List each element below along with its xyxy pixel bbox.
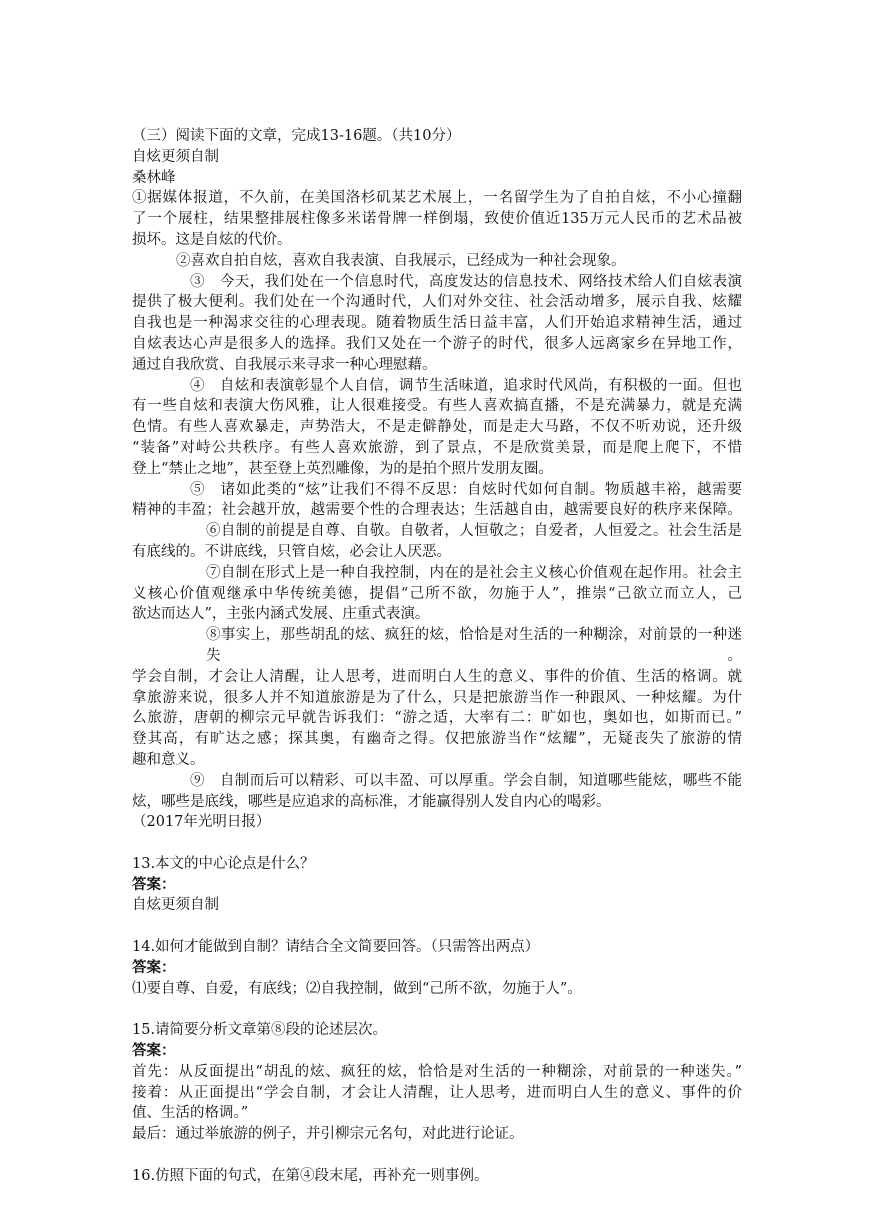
- paragraph-3: [132, 272, 742, 376]
- spacer: [132, 999, 742, 1020]
- section-header: （三）阅读下面的文章，完成13-16题。（共10分）: [132, 128, 461, 144]
- answer-text: 接着：从正面提出“学会自制，才会让人清醒，让人思考，进而明白人生的意义、事件的价: [132, 1084, 742, 1101]
- text-line: 拿旅游来说，很多人并不知道旅游是为了什么，只是把旅游当作一种跟风、一种炫耀。为什: [132, 689, 742, 706]
- spacer: [132, 833, 742, 854]
- text-line: 欲达而达人”，主张内涵式发展、庄重式表演。: [132, 606, 430, 623]
- question-text: 16.仿照下面的句式，在第④段末尾，再补充一则事例。: [132, 1167, 489, 1184]
- question-16: [132, 1166, 742, 1187]
- text-line: 义核心价值观继承中华传统美德，提倡“己所不欲，勿施于人”，推崇“己欲立而立人，己: [132, 585, 742, 602]
- paragraph-7: [132, 563, 742, 625]
- question-14: [132, 937, 742, 999]
- text-line: 了一个展柱，结果整排展柱像多米诺骨牌一样倒塌，致使价值近135万元人民币的艺术品被: [132, 211, 742, 228]
- text-line: ②喜欢自拍自炫，喜欢自我表演、自我展示，已经成为一种社会现象。: [176, 252, 626, 269]
- text-line: ①据媒体报道，不久前，在美国洛杉矶某艺术展上，一名留学生为了自拍自炫，不小心撞翻: [132, 190, 742, 207]
- answer-text: 最后：通过举旅游的例子，并引柳宗元名句，对此进行论证。: [132, 1126, 524, 1143]
- text-line: 趣和意义。: [132, 751, 205, 768]
- text-line: 自我也是一种渴求交往的心理表现。随着物质生活日益丰富，人们开始追求精神生活，通过: [132, 315, 742, 332]
- document-page: [132, 126, 742, 1187]
- text-line: ⑦自制在形式上是一种自我控制，内在的是社会主义核心价值观在起作用。社会主: [206, 564, 742, 581]
- text-line: 登上“禁止之地”，甚至登上英烈雕像，为的是拍个照片发朋友圈。: [132, 460, 553, 477]
- answer-label: 答案：: [132, 958, 176, 976]
- question-text: 13.本文的中心论点是什么？: [132, 855, 315, 872]
- article-title: 自炫更须自制: [132, 148, 219, 165]
- text-line: ⑨ 自制而后可以精彩、可以丰盈、可以厚重。学会自制，知道哪些能炫，哪些不能: [190, 772, 742, 789]
- paragraph-2: [132, 251, 742, 272]
- answer-text: ⑴要自尊、自爱，有底线；⑵自我控制，做到“己所不欲，勿施于人”。: [132, 980, 582, 997]
- text-line: 学会自制，才会让人清醒，让人思考，进而明白人生的意义、事件的价值、生活的格调。就: [132, 668, 742, 685]
- text-line: “装备”对峙公共秩序。有些人喜欢旅游，到了景点，不是欣赏美景，而是爬上爬下，不惜: [132, 439, 742, 456]
- paragraph-8: [132, 625, 742, 771]
- text-line: 精神的丰盈；社会越开放，越需要个性的合理表达；生活越自由，越需要良好的秩序来保障。: [132, 502, 742, 519]
- question-text: 15.请简要分析文章第⑧段的论述层次。: [132, 1022, 388, 1039]
- text-line: ⑤ 诸如此类的“炫”让我们不得不反思：自炫时代如何自制。物质越丰裕，越需要: [190, 481, 742, 498]
- text-line: 通过自我欣赏、自我展示来寻求一种心理慰藉。: [132, 356, 437, 373]
- question-13: [132, 854, 742, 916]
- answer-label: 答案：: [132, 1042, 176, 1060]
- text-line: 色情。有些人喜欢暴走，声势浩大，不是走僻静处，而是走大马路，不仅不听劝说，还升级: [132, 419, 742, 436]
- text-line: ⑥自制的前提是自尊、自敬。自敬者，人恒敬之；自爱者，人恒爱之。社会生活是: [206, 523, 742, 540]
- text-line: 炫，哪些是底线，哪些是应追求的高标准，才能赢得别人发自内心的喝彩。: [132, 793, 611, 810]
- paragraph-5: [132, 480, 742, 522]
- answer-text: 自炫更须自制: [132, 897, 219, 914]
- paragraph-4: [132, 376, 742, 480]
- text-line: 有底线的。不讲底线，只管自炫，必会让人厌恶。: [132, 543, 451, 560]
- spacer: [132, 916, 742, 937]
- text-line: ⑧事实上，那些胡乱的炫、疯狂的炫，恰恰是对生活的一种糊涂，对前景的一种迷失。: [206, 627, 742, 664]
- text-line: 损坏。这是自炫的代价。: [132, 231, 292, 248]
- answer-label: 答案：: [132, 875, 176, 893]
- text-line: ③ 今天，我们处在一个信息时代，高度发达的信息技术、网络技术给人们自炫表演: [190, 273, 742, 290]
- text-line: ④ 自炫和表演彰显个人自信，调节生活味道，追求时代风尚，有积极的一面。但也: [190, 377, 742, 394]
- paragraph-6: [132, 521, 742, 563]
- question-text: 14.如何才能做到自制？请结合全文简要回答。（只需答出两点）: [132, 939, 540, 956]
- text-line: 登其高，有旷达之感；探其奥，有幽奇之得。仅把旅游当作“炫耀”，无疑丧失了旅游的情: [132, 731, 742, 748]
- text-line: 有一些自炫和表演大伤风雅，让人很难接受。有些人喜欢搞直播，不是充满暴力，就是充满: [132, 398, 742, 415]
- text-line: 提供了极大便利。我们处在一个沟通时代，人们对外交往、社会活动增多，展示自我、炫耀: [132, 294, 742, 311]
- text-line: 么旅游，唐朝的柳宗元早就告诉我们：“游之适，大率有二：旷如也，奥如也，如斯而已。”: [132, 710, 742, 727]
- paragraph-9: [132, 771, 742, 813]
- spacer: [132, 1145, 742, 1166]
- answer-text: 值、生活的格调。”: [132, 1105, 249, 1122]
- question-15: [132, 1020, 742, 1145]
- text-line: 自炫表达心声是很多人的选择。我们又处在一个游子的时代，很多人远离家乡在异地工作，: [132, 335, 742, 352]
- article-source: （2017年光明日报）: [132, 814, 271, 831]
- article-author: 桑林峰: [132, 169, 176, 186]
- paragraph-1: [132, 188, 742, 250]
- answer-text: 首先：从反面提出“胡乱的炫、疯狂的炫，恰恰是对生活的一种糊涂，对前景的一种迷失。”: [132, 1063, 742, 1080]
